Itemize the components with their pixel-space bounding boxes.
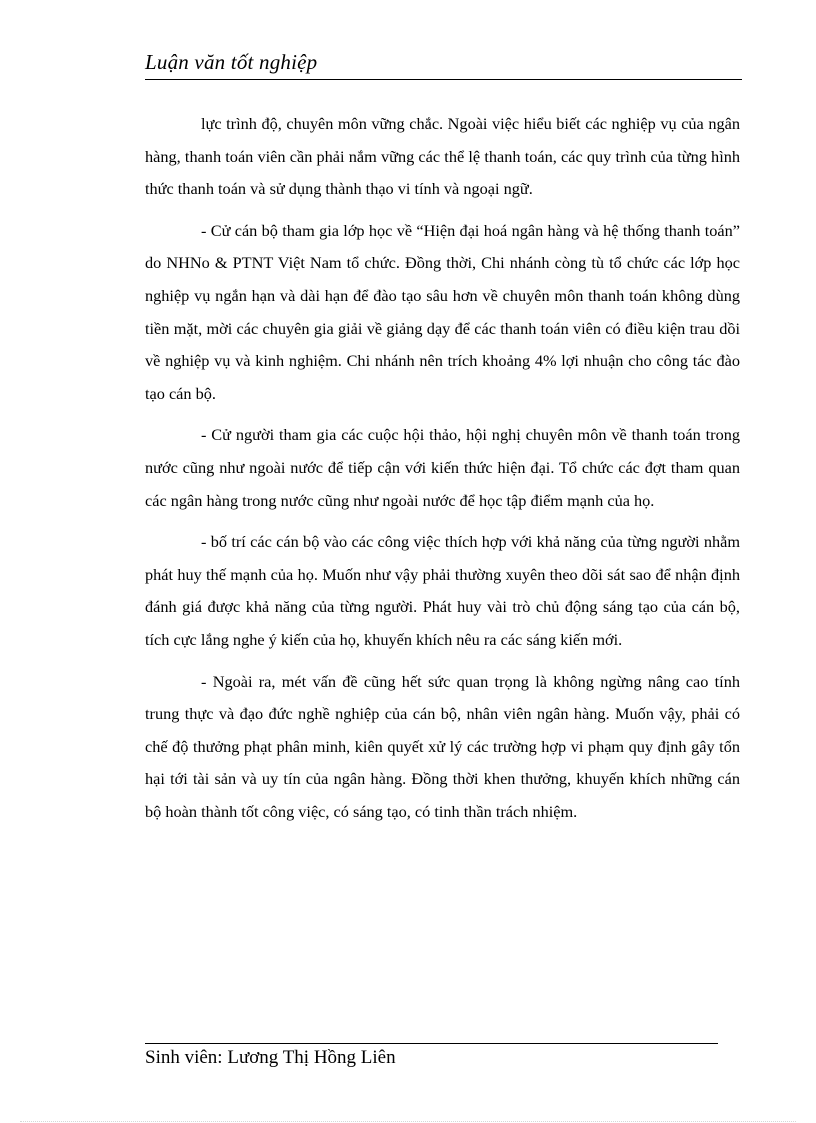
header-title: Luận văn tốt nghiệp — [145, 50, 318, 74]
paragraph-5: - Ngoài ra, mét vấn đề cũng hết sức quan trọng là không ngừng nâng cao tính trung thực và đạo đức nghề nghiệp của cán bộ, nhân viên ngân hàng. Muốn vậy, phải có chế độ thưởng phạt phân minh, kiên quyết xử lý các trường hợp vi phạm quy định gây tổn hại tới tài sản và uy tín của ngân hàng. Đồng thời khen thưởng, khuyến khích những cán bộ hoàn thành tốt công việc, có sáng tạo, có tinh thần trách nhiệm. — [145, 671, 740, 821]
paragraph-3: - Cử người tham gia các cuộc hội thảo, hội nghị chuyên môn về thanh toán trong nước cũng như ngoài nước để tiếp cận với kiến thức hiện đại. Tổ chức các đợt tham quan các ngân hàng trong nước cũng như ngoài nước để học tập điểm mạnh của họ. — [145, 425, 740, 510]
paragraph-2: - Cử cán bộ tham gia lớp học về “Hiện đại hoá ngân hàng và hệ thống thanh toán” do NHNo & PTNT Việt Nam tổ chức. Đồng thời, Chi nhánh còng tù tổ chức các lớp học nghiệp vụ ngắn hạn và dài hạn để đào tạo sâu hơn về chuyên môn thanh toán không dùng tiền mặt, mời các chuyên gia giải về giảng dạy để các thanh toán viên có điều kiện trau dồi về nghiệp vụ và kinh nghiệm. Chi nhánh nên trích khoảng 4% lợi nhuận cho công tác đào tạo cán bộ. — [145, 220, 740, 403]
page-bottom-edge — [20, 1121, 796, 1122]
footer-divider — [145, 1043, 718, 1044]
paragraph-1: lực trình độ, chuyên môn vững chắc. Ngoài việc hiểu biết các nghiệp vụ của ngân hàng, thanh toán viên cần phải nắm vững các thể lệ thanh toán, các quy trình của từng hình thức thanh toán và sử dụng thành thạo vi tính và ngoại ngữ. — [145, 114, 740, 199]
header-divider — [145, 79, 742, 80]
footer-author: Sinh viên: Lương Thị Hồng Liên — [145, 1047, 396, 1068]
body-text — [145, 108, 740, 837]
paragraph-4: - bố trí các cán bộ vào các công việc thích hợp với khả năng của từng người nhằm phát huy thế mạnh của họ. Muốn như vậy phải thường xuyên theo dõi sát sao để nhận định đánh giá được khả năng của từng người. Phát huy vài trò chủ động sáng tạo của cán bộ, tích cực lắng nghe ý kiến của họ, khuyến khích nêu ra các sáng kiến mới. — [145, 532, 740, 649]
